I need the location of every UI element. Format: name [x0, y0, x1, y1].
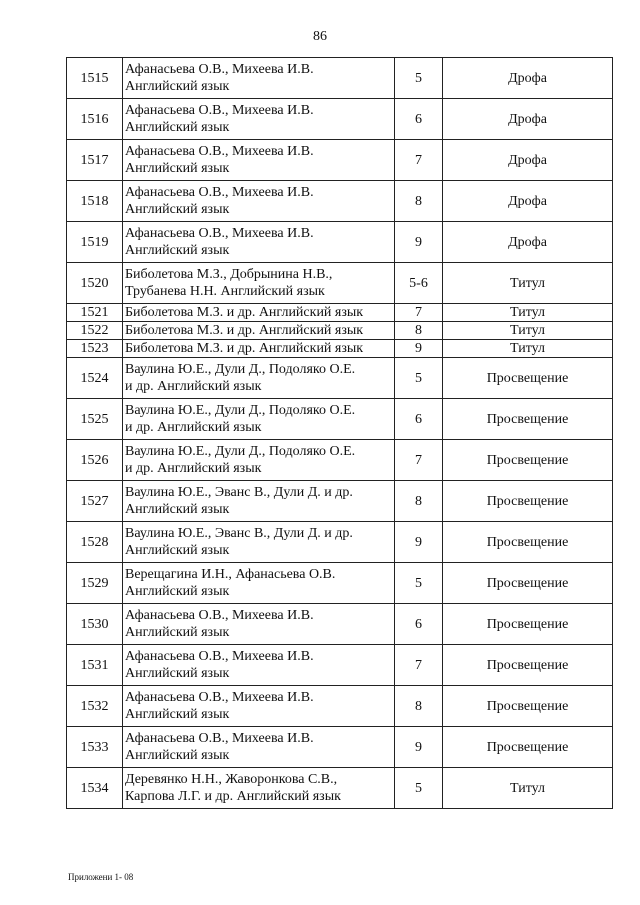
row-number: 1522 — [67, 322, 123, 340]
row-publisher: Титул — [443, 322, 613, 340]
title-line: Английский язык — [125, 625, 230, 640]
row-publisher: Дрофа — [443, 140, 613, 181]
title-line: Английский язык — [125, 748, 230, 763]
title-line: Биболетова М.З. и др. Английский язык — [125, 305, 364, 320]
row-grade: 9 — [395, 727, 443, 768]
title-line: Афанасьева О.В., Михеева И.В. — [125, 649, 314, 664]
textbook-table — [66, 57, 613, 809]
table-row — [67, 686, 613, 727]
title-line: Ваулина Ю.Е., Дули Д., Подоляко О.Е. — [125, 362, 356, 377]
title-line: Английский язык — [125, 79, 230, 94]
row-grade: 7 — [395, 304, 443, 322]
row-grade: 6 — [395, 99, 443, 140]
table-row — [67, 768, 613, 809]
title-line: Английский язык — [125, 707, 230, 722]
row-number: 1533 — [67, 727, 123, 768]
row-publisher: Просвещение — [443, 481, 613, 522]
row-grade: 8 — [395, 322, 443, 340]
row-grade: 8 — [395, 686, 443, 727]
row-number: 1520 — [67, 263, 123, 304]
row-number: 1523 — [67, 340, 123, 358]
title-line: Афанасьева О.В., Михеева И.В. — [125, 185, 314, 200]
title-line: Ваулина Ю.Е., Эванс В., Дули Д. и др. — [125, 526, 353, 541]
row-title — [123, 604, 395, 645]
title-line: Афанасьева О.В., Михеева И.В. — [125, 690, 314, 705]
table-row — [67, 322, 613, 340]
title-line: Трубанева Н.Н. Английский язык — [125, 284, 325, 299]
table-row — [67, 340, 613, 358]
row-grade: 8 — [395, 181, 443, 222]
title-line: Биболетова М.З. и др. Английский язык — [125, 341, 364, 356]
row-number: 1515 — [67, 58, 123, 99]
title-line: Английский язык — [125, 120, 230, 135]
row-title — [123, 140, 395, 181]
row-grade: 5 — [395, 358, 443, 399]
title-line: Афанасьева О.В., Михеева И.В. — [125, 62, 314, 77]
row-publisher: Титул — [443, 263, 613, 304]
row-publisher: Титул — [443, 768, 613, 809]
title-line: Афанасьева О.В., Михеева И.В. — [125, 144, 314, 159]
table-row — [67, 522, 613, 563]
title-line: и др. Английский язык — [125, 461, 262, 476]
row-publisher: Просвещение — [443, 399, 613, 440]
row-number: 1528 — [67, 522, 123, 563]
title-line: и др. Английский язык — [125, 420, 262, 435]
row-publisher: Просвещение — [443, 727, 613, 768]
table-row — [67, 99, 613, 140]
table-row — [67, 222, 613, 263]
title-line: Ваулина Ю.Е., Дули Д., Подоляко О.Е. — [125, 444, 356, 459]
row-publisher: Просвещение — [443, 440, 613, 481]
row-publisher: Просвещение — [443, 522, 613, 563]
row-number: 1521 — [67, 304, 123, 322]
row-number: 1516 — [67, 99, 123, 140]
title-line: Карпова Л.Г. и др. Английский язык — [125, 789, 341, 804]
row-number: 1534 — [67, 768, 123, 809]
title-line: Ваулина Ю.Е., Эванс В., Дули Д. и др. — [125, 485, 353, 500]
row-grade: 6 — [395, 399, 443, 440]
title-line: Афанасьева О.В., Михеева И.В. — [125, 731, 314, 746]
row-number: 1526 — [67, 440, 123, 481]
row-title — [123, 645, 395, 686]
title-line: Английский язык — [125, 543, 230, 558]
title-line: Английский язык — [125, 502, 230, 517]
row-title — [123, 181, 395, 222]
row-title — [123, 99, 395, 140]
row-number: 1524 — [67, 358, 123, 399]
row-grade: 6 — [395, 604, 443, 645]
table-row — [67, 645, 613, 686]
row-publisher: Просвещение — [443, 604, 613, 645]
row-title — [123, 340, 395, 358]
row-title — [123, 58, 395, 99]
table-row — [67, 140, 613, 181]
table-row — [67, 58, 613, 99]
table-row — [67, 399, 613, 440]
title-line: Английский язык — [125, 666, 230, 681]
title-line: Афанасьева О.В., Михеева И.В. — [125, 226, 314, 241]
row-title — [123, 727, 395, 768]
table-row — [67, 604, 613, 645]
row-grade: 9 — [395, 222, 443, 263]
row-publisher: Титул — [443, 304, 613, 322]
row-number: 1531 — [67, 645, 123, 686]
row-number: 1529 — [67, 563, 123, 604]
row-title — [123, 440, 395, 481]
table-row — [67, 440, 613, 481]
row-title — [123, 304, 395, 322]
row-number: 1530 — [67, 604, 123, 645]
row-title — [123, 322, 395, 340]
row-grade: 9 — [395, 340, 443, 358]
row-grade: 9 — [395, 522, 443, 563]
row-grade: 5 — [395, 768, 443, 809]
row-title — [123, 481, 395, 522]
row-publisher: Просвещение — [443, 686, 613, 727]
row-title — [123, 263, 395, 304]
title-line: Биболетова М.З. и др. Английский язык — [125, 323, 364, 338]
row-publisher: Титул — [443, 340, 613, 358]
row-title — [123, 563, 395, 604]
row-number: 1527 — [67, 481, 123, 522]
table-row — [67, 358, 613, 399]
row-publisher: Просвещение — [443, 563, 613, 604]
row-publisher: Дрофа — [443, 99, 613, 140]
row-title — [123, 522, 395, 563]
footer-note: Приложени 1- 08 — [68, 872, 134, 882]
title-line: и др. Английский язык — [125, 379, 262, 394]
row-publisher: Просвещение — [443, 358, 613, 399]
table-row — [67, 263, 613, 304]
row-title — [123, 358, 395, 399]
row-grade: 5 — [395, 58, 443, 99]
row-number: 1532 — [67, 686, 123, 727]
title-line: Верещагина И.Н., Афанасьева О.В. — [125, 567, 336, 582]
row-number: 1519 — [67, 222, 123, 263]
row-title — [123, 399, 395, 440]
row-publisher: Дрофа — [443, 222, 613, 263]
row-grade: 7 — [395, 645, 443, 686]
table-row — [67, 304, 613, 322]
title-line: Английский язык — [125, 243, 230, 258]
row-number: 1525 — [67, 399, 123, 440]
row-grade: 8 — [395, 481, 443, 522]
row-grade: 5-6 — [395, 263, 443, 304]
title-line: Афанасьева О.В., Михеева И.В. — [125, 608, 314, 623]
title-line: Английский язык — [125, 202, 230, 217]
title-line: Английский язык — [125, 584, 230, 599]
row-publisher: Дрофа — [443, 58, 613, 99]
row-publisher: Просвещение — [443, 645, 613, 686]
row-number: 1517 — [67, 140, 123, 181]
title-line: Афанасьева О.В., Михеева И.В. — [125, 103, 314, 118]
row-grade: 5 — [395, 563, 443, 604]
row-title — [123, 686, 395, 727]
table-row — [67, 563, 613, 604]
table-row — [67, 181, 613, 222]
row-grade: 7 — [395, 440, 443, 481]
table-row — [67, 481, 613, 522]
row-grade: 7 — [395, 140, 443, 181]
row-publisher: Дрофа — [443, 181, 613, 222]
page-number: 86 — [313, 29, 327, 44]
title-line: Английский язык — [125, 161, 230, 176]
row-number: 1518 — [67, 181, 123, 222]
row-title — [123, 222, 395, 263]
title-line: Деревянко Н.Н., Жаворонкова С.В., — [125, 772, 338, 787]
row-title — [123, 768, 395, 809]
title-line: Ваулина Ю.Е., Дули Д., Подоляко О.Е. — [125, 403, 356, 418]
title-line: Биболетова М.З., Добрынина Н.В., — [125, 267, 333, 282]
table-row — [67, 727, 613, 768]
